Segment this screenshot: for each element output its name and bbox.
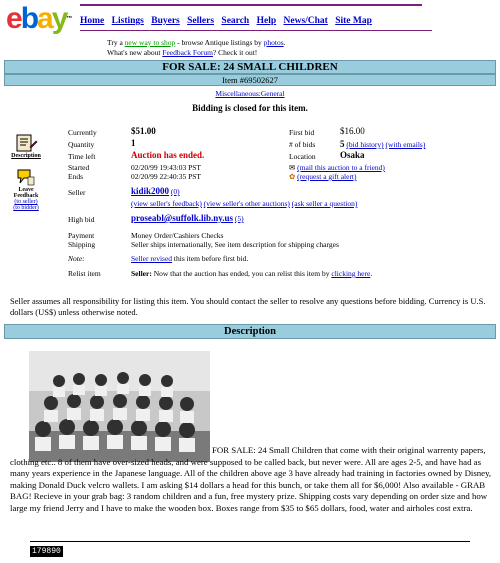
- quantity-value: 1: [131, 138, 136, 148]
- high-bid-label: High bid: [68, 215, 95, 224]
- seller-links: [131, 199, 357, 208]
- photos-link[interactable]: photos: [263, 38, 284, 47]
- description-label[interactable]: Description: [11, 153, 41, 159]
- nav-site-map[interactable]: Site Map: [335, 16, 372, 26]
- page-counter: 179890: [32, 547, 61, 556]
- first-bid-value: $16.00: [340, 126, 365, 136]
- bidding-closed-notice: Bidding is closed for this item.: [192, 103, 308, 113]
- side-icons: [6, 133, 46, 211]
- leave-feedback-label: Leave Feedback: [13, 187, 39, 199]
- ebay-logo[interactable]: [6, 4, 72, 34]
- ask-seller-link[interactable]: (ask seller a question): [291, 199, 358, 208]
- location-label: Location: [289, 152, 316, 161]
- nav-divider: [80, 30, 432, 31]
- logo-letter-b: b: [20, 2, 38, 35]
- promo-text: .: [283, 38, 286, 47]
- promo-text: - browse Antique listings by: [175, 38, 264, 47]
- currently-label: Currently: [68, 128, 97, 137]
- leave-feedback-icon[interactable]: [14, 167, 38, 187]
- text-indent: [10, 452, 212, 453]
- quantity-label: Quantity: [68, 140, 95, 149]
- shipping-value: Seller ships internationally, See item description for shipping charges: [131, 240, 339, 249]
- new-way-link[interactable]: new way to shop: [124, 38, 176, 47]
- nav-sellers[interactable]: Sellers: [187, 16, 215, 26]
- nav-news-chat[interactable]: News/Chat: [283, 16, 328, 26]
- feedback-to-bidder-link[interactable]: (to bidder): [13, 205, 39, 211]
- top-divider: [80, 4, 422, 6]
- started-value: 02/20/99 19:43:03 PST: [131, 163, 202, 172]
- bid-history-link[interactable]: (bid history): [346, 140, 384, 149]
- logo-letter-y: y: [51, 2, 67, 35]
- main-nav: [80, 16, 377, 26]
- mail-friend-link[interactable]: (mail this auction to a friend): [297, 163, 385, 172]
- high-bid-row: [131, 213, 244, 223]
- seller-row: [131, 186, 180, 196]
- view-feedback-link[interactable]: (view seller's feedback): [131, 199, 202, 208]
- note-row: [131, 254, 248, 263]
- payment-value: Money Order/Cashiers Checks: [131, 231, 224, 240]
- item-number: Item #69502627: [4, 74, 496, 86]
- nav-search[interactable]: Search: [221, 16, 250, 26]
- description-icon[interactable]: [14, 133, 38, 153]
- promo-text: ? Check it out!: [212, 48, 258, 57]
- disclaimer-text: Seller assumes all responsibility for listing this item. You should contact the seller to resolve any questions before bidding. Currency is U.S. dollars (US$) unless otherwise noted.: [10, 296, 486, 317]
- relist-link[interactable]: clicking here: [331, 269, 371, 278]
- gift-icon: ✿: [289, 172, 296, 181]
- item-description: [10, 445, 496, 515]
- shipping-label: Shipping: [68, 240, 96, 249]
- high-bidder-link[interactable]: proseabl@suffolk.lib.ny.us: [131, 213, 233, 223]
- relist-text: Now that the auction has ended, you can relist this item by: [151, 269, 332, 278]
- envelope-icon: ✉: [289, 163, 296, 172]
- relist-label: Relist item: [68, 269, 101, 278]
- feedback-forum-link[interactable]: Feedback Forum: [162, 48, 213, 57]
- promo-text: What's new about: [107, 48, 163, 57]
- nav-home[interactable]: Home: [80, 16, 105, 26]
- category-link[interactable]: Miscellaneous:General: [215, 89, 285, 98]
- promo-line-2: [107, 48, 257, 57]
- feedback-to-seller-link[interactable]: (to seller): [14, 199, 38, 205]
- logo-letter-e: e: [6, 2, 21, 35]
- seller-label: Seller: [68, 188, 86, 197]
- relist-seller-label: Seller:: [131, 269, 152, 278]
- nav-buyers[interactable]: Buyers: [151, 16, 180, 26]
- category-breadcrumb: [0, 89, 500, 98]
- item-title: FOR SALE: 24 SMALL CHILDREN: [4, 60, 496, 74]
- description-header: Description: [4, 324, 496, 339]
- logo-letter-a: a: [37, 2, 52, 35]
- mail-friend-row: [289, 163, 385, 172]
- gift-alert-row: [289, 172, 357, 181]
- relist-row: [131, 269, 372, 278]
- promo-text: Try a: [107, 38, 125, 47]
- trademark: ™: [66, 16, 73, 22]
- view-other-auctions-link[interactable]: (view seller's other auctions): [203, 199, 290, 208]
- seller-revised-link[interactable]: Seller revised: [131, 254, 173, 263]
- current-price: $51.00: [131, 126, 156, 136]
- first-bid-label: First bid: [289, 128, 315, 137]
- with-emails-link[interactable]: (with emails): [385, 140, 426, 149]
- num-bids-row: [340, 139, 425, 149]
- gift-alert-link[interactable]: (request a gift alert): [297, 172, 357, 181]
- ends-label: Ends: [68, 172, 83, 181]
- payment-label: Payment: [68, 231, 95, 240]
- num-bids-label: # of bids: [289, 140, 316, 149]
- relist-end: .: [370, 269, 373, 278]
- seller-id-link[interactable]: kidik2000: [131, 186, 170, 196]
- num-bids-value: 5: [340, 139, 345, 149]
- high-bidder-rating-link[interactable]: (5): [234, 214, 244, 223]
- time-left-value: Auction has ended.: [131, 150, 205, 160]
- started-label: Started: [68, 163, 90, 172]
- nav-listings[interactable]: Listings: [111, 16, 144, 26]
- bottom-divider: [30, 541, 470, 542]
- ends-value: 02/20/99 22:40:35 PST: [131, 172, 202, 181]
- note-label: Note:: [68, 254, 85, 263]
- location-value: Osaka: [340, 150, 365, 160]
- nav-help[interactable]: Help: [256, 16, 277, 26]
- description-text: FOR SALE: 24 Small Children that come with their original warrenty papers, clothing etc.. 8 of them have over-sized heads, and were supposed to be called back, but never were. All are ages 2-5, and have had as many years experience in the Japanese language. All of the children above age 3 have already had training in factories owned by Disney, making Donald Duck velcro wallets. I am asking $14 dollars a head for this bunch, or take them all for $6,000! Also available - GRAB BAG! Recieve in your grab bag: 3 random children and a fun, free mystery prize. Shipping costs vary depending on order size and how large my friend Jerry and I have to make the wooden box. Boxes range from $35 to $65 dollars, food, water and airholes cost extra.: [10, 445, 492, 513]
- seller-rating-link[interactable]: (0): [170, 187, 180, 196]
- note-text: this item before first bid.: [172, 254, 249, 263]
- promo-line-1: [107, 38, 286, 47]
- time-left-label: Time left: [68, 152, 96, 161]
